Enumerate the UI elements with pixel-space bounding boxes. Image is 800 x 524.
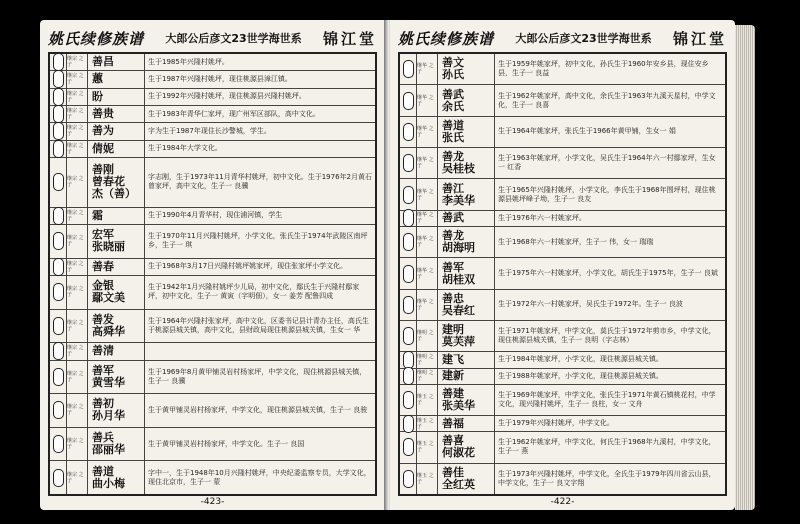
page-number: -423-	[200, 497, 225, 507]
table-row	[400, 352, 725, 368]
generation-badge-cell	[50, 394, 67, 427]
generation-seal-icon	[53, 105, 64, 123]
generation-badge-cell	[50, 428, 67, 461]
generation-badge-cell	[50, 54, 67, 70]
person-name: 蕙	[92, 72, 103, 86]
generation-badge-cell	[50, 310, 67, 343]
table-row	[50, 461, 375, 494]
parent-label: 继明 之子	[417, 321, 438, 351]
person-name: 高舜华	[92, 324, 125, 338]
person-name: 善道	[442, 118, 464, 132]
generation-seal-icon	[53, 53, 64, 71]
parent-label: 继宗 之子	[67, 141, 88, 157]
person-names	[88, 71, 145, 87]
parent-label: 继宗 之子	[67, 461, 88, 494]
table-row	[50, 106, 375, 123]
generation-seal-icon	[403, 92, 414, 110]
generation-badge-cell	[50, 89, 67, 105]
person-names	[438, 385, 495, 415]
person-name: 曲小梅	[92, 476, 125, 490]
person-names	[88, 89, 145, 105]
parent-label: 继华 之子	[417, 211, 438, 226]
person-names	[438, 352, 495, 367]
person-name: 善龙	[442, 150, 464, 164]
person-description: 生于1987年兴隆村姚坪，现住桃源县漳江镇。	[148, 74, 292, 83]
table-row	[400, 179, 725, 210]
person-names	[438, 179, 495, 209]
table-row	[400, 290, 725, 321]
person-names	[438, 211, 495, 226]
parent-label: 继宗 之子	[67, 123, 88, 139]
person-names	[88, 225, 145, 258]
table-row	[400, 385, 725, 416]
table-row	[50, 54, 375, 71]
person-description: 生于1985年兴隆村姚坪。	[148, 57, 229, 66]
person-name: 善春	[92, 259, 114, 273]
person-name: 霜	[92, 208, 103, 222]
generation-seal-icon	[403, 296, 414, 314]
person-names	[438, 258, 495, 288]
left-page	[40, 20, 385, 510]
generation-badge-cell	[400, 369, 417, 384]
genealogy-table-right	[398, 52, 727, 496]
generation-seal-icon	[403, 327, 414, 345]
person-description: 生于1976年六一村姚家坪。	[498, 213, 586, 222]
parent-label: 继华 之子	[417, 227, 438, 257]
generation-seal-icon	[403, 123, 414, 141]
generation-seal-icon	[53, 317, 64, 335]
table-row	[400, 369, 725, 385]
book-title: 姚氏续修族谱	[398, 29, 495, 48]
table-row	[400, 54, 725, 85]
generation-seal-icon	[403, 60, 414, 78]
generation-seal-icon	[53, 435, 64, 453]
lineage-subtitle: 大郎公后彦文23世学海世系	[165, 32, 302, 45]
generation-badge-cell	[400, 211, 417, 226]
table-row	[400, 321, 725, 352]
generation-seal-icon	[53, 207, 64, 225]
person-description	[145, 343, 375, 359]
person-name: 善初	[92, 397, 114, 411]
parent-label: 继华 之子	[417, 117, 438, 147]
person-name: 莫芙萍	[442, 335, 475, 349]
parent-label: 继华 之子	[417, 290, 438, 320]
person-name: 善文	[442, 56, 464, 70]
person-names	[438, 290, 495, 320]
person-description: 生于1942年1月兴隆村姚坪少儿局，初中文化，鄢氏生于兴隆村鄢家坪，初中文化，生子一 黄寅（字明佃），女一 姜芳 配鲁四成	[148, 283, 360, 301]
person-description: 生于1973年兴隆村姚坪，中学文化，全氏生于1979年四川省云山县，中学文化，生子一 良文字翔	[498, 469, 716, 487]
parent-label: 继宗 之子	[67, 310, 88, 343]
generation-badge-cell	[400, 54, 417, 84]
person-name: 善江	[442, 181, 464, 195]
generation-badge-cell	[400, 352, 417, 367]
table-row	[50, 343, 375, 360]
generation-badge-cell	[400, 464, 417, 494]
person-description: 生于1959年姚家坪，初中文化，孙氏生于1960年安乡县，现住安乡县，生子一 良益	[498, 60, 709, 78]
person-names	[88, 259, 145, 275]
generation-badge-cell	[50, 141, 67, 157]
generation-badge-cell	[50, 361, 67, 394]
person-description: 生于1962年姚家坪，中学文化，何氏生于1968年九溪村，中学文化，生子一 燕	[498, 438, 716, 456]
parent-label: 继华 之子	[417, 179, 438, 209]
page-number: -422-	[550, 497, 575, 507]
generation-badge-cell	[50, 259, 67, 275]
generation-seal-icon	[53, 140, 64, 158]
person-name: 善贵	[92, 107, 114, 121]
person-name: 善军	[442, 260, 464, 274]
person-description: 生于1983年青华仁家坪，现广州军区部队，高中文化。	[148, 109, 320, 118]
person-description: 生于1965年兴隆村姚坪，小学文化，李氏生于1968年围坪村，现住桃源县姚坪峰子坳，生子一 良友	[498, 185, 716, 203]
table-row	[50, 89, 375, 106]
person-names	[88, 461, 145, 494]
table-row	[400, 148, 725, 179]
person-description: 生于1964年兴隆村张家坪，高中文化，区委书记县计青办主任，高氏生于桃源县城关镇，高中文化，县财政局现住桃源县城关镇，生女一 华	[148, 316, 369, 334]
person-name: 善忠	[442, 291, 464, 305]
person-name: 张氏	[442, 130, 464, 144]
person-description: 生于1962年姚家坪，高中文化，余氏生于1963年九溪天星村，中学文化，生子一 良喜	[498, 91, 716, 109]
table-row	[400, 211, 725, 227]
person-description: 字中一，生于1948年10月兴隆村姚坪，中央纪委监察专员，大学文化，现住北京市，生子一 蒙	[148, 468, 371, 486]
parent-label: 继宗 之子	[67, 158, 88, 207]
generation-seal-icon	[53, 401, 64, 419]
person-description: 生于1988年姚家坪，小学文化，现住桃源县城关镇。	[498, 371, 663, 380]
genealogy-table-left	[48, 52, 377, 496]
person-name: 善清	[92, 344, 114, 358]
table-row	[50, 158, 375, 208]
generation-seal-icon	[53, 342, 64, 360]
person-name: 张美华	[442, 398, 475, 412]
parent-label: 继华 之子	[417, 54, 438, 84]
person-names	[438, 416, 495, 431]
generation-seal-icon	[403, 265, 414, 283]
person-description: 生于黄甲铺灵岩村杨家坪，中学文化，现住桃源县城关镇，生子一 良骏	[148, 405, 368, 414]
person-description: 字志刚，生于1973年11月青华村姚坪，初中文化。生于1976年2月黄石曾家坪，高中文化，生子一 良骥	[148, 173, 372, 191]
person-description: 生于1984年大学文化。	[148, 144, 222, 153]
person-description: 生于1963年姚家坪，小学文化，吴氏生于1964年六一村鄢家坪，生女一 红香	[498, 154, 716, 172]
generation-badge-cell	[400, 148, 417, 178]
generation-seal-icon	[403, 154, 414, 172]
person-name: 盼	[92, 89, 103, 103]
generation-seal-icon	[53, 368, 64, 386]
parent-label: 继宗 之子	[67, 208, 88, 224]
person-names	[88, 141, 145, 157]
generation-seal-icon	[403, 438, 414, 456]
generation-badge-cell	[50, 276, 67, 309]
parent-label: 继宗 之子	[67, 89, 88, 105]
table-row	[50, 123, 375, 140]
person-name: 李美华	[442, 193, 475, 207]
person-name: 建明	[442, 323, 464, 337]
person-description: 生于1964年姚家坪，张氏生于1966年黄甲铺，生女一 娟	[498, 127, 676, 136]
table-row	[50, 428, 375, 462]
person-name: 吴桂枝	[442, 162, 475, 176]
person-description: 生于1971年姚家坪，中学文化，莫氏生于1972年剪市乡，中学文化，现住桃源县城关镇，生子一 良明（字志林）	[498, 327, 716, 345]
person-description: 字为生于1987年现住长沙警城，学生。	[148, 126, 271, 135]
person-name: 善福	[442, 416, 464, 430]
open-book	[40, 20, 755, 515]
generation-seal-icon	[53, 283, 64, 301]
person-name: 曾春花	[92, 175, 125, 189]
generation-seal-icon	[403, 209, 414, 227]
person-names	[88, 310, 145, 343]
person-name: 何淑花	[442, 446, 475, 460]
person-name: 善兵	[92, 431, 114, 445]
table-row	[400, 432, 725, 463]
generation-badge-cell	[400, 385, 417, 415]
parent-label: 继宗 之子	[67, 361, 88, 394]
lineage-subtitle: 大郎公后彦文23世学海世系	[515, 32, 652, 45]
person-description: 生于1969年8月黄甲铺灵岩村杨家坪，中学文化，现住桃源县城关镇，生子一 良骥	[148, 367, 367, 385]
parent-label: 继宗 之子	[67, 276, 88, 309]
page-edges	[735, 25, 755, 510]
person-description: 生于1972年六一村姚家坪，吴氏生于1972年。生子一 良波	[498, 300, 683, 309]
person-description: 生于1968年六一村姚家坪，生子一 伟，女一 瑞瑞	[498, 237, 654, 246]
person-names	[88, 343, 145, 359]
table-row	[50, 141, 375, 158]
left-header	[48, 24, 377, 52]
person-name: 余氏	[442, 99, 464, 113]
book-title: 姚氏续修族谱	[48, 29, 145, 48]
generation-badge-cell	[400, 290, 417, 320]
hall-name: 锦江堂	[322, 29, 377, 48]
parent-label: 继宗 之子	[67, 259, 88, 275]
person-name: 善刚	[92, 163, 114, 177]
generation-badge-cell	[400, 416, 417, 431]
generation-seal-icon	[403, 233, 414, 251]
person-names	[88, 428, 145, 461]
table-row	[400, 85, 725, 116]
person-names	[88, 106, 145, 122]
generation-seal-icon	[53, 88, 64, 106]
person-name: 善为	[92, 124, 114, 138]
person-description: 生于1969年姚家坪，中学文化，张氏生于1971年黄石镇桃花村，中学文化，现兴隆村姚坪，生子一 良柱，女一 文舟	[498, 390, 716, 408]
parent-label: 继明 之子	[417, 369, 438, 384]
person-names	[438, 148, 495, 178]
person-name: 善武	[442, 211, 464, 225]
table-row	[50, 71, 375, 88]
right-page	[390, 20, 735, 510]
person-name: 善建	[442, 386, 464, 400]
person-description: 生于1984年姚家坪，小学文化，现住桃源县城关镇。	[498, 355, 663, 364]
generation-seal-icon	[403, 470, 414, 488]
person-name: 邵丽华	[92, 443, 125, 457]
person-name: 鄢文美	[92, 291, 125, 305]
generation-badge-cell	[50, 343, 67, 359]
parent-label: 继华 之子	[417, 85, 438, 115]
person-name: 善昌	[92, 55, 114, 69]
person-names	[438, 464, 495, 494]
person-names	[88, 158, 145, 207]
parent-label: 继玉 之子	[417, 464, 438, 494]
person-names	[438, 54, 495, 84]
parent-label: 继华 之子	[417, 148, 438, 178]
parent-label: 继玉 之子	[417, 432, 438, 462]
table-row	[50, 259, 375, 276]
generation-seal-icon	[53, 232, 64, 250]
table-row	[50, 208, 375, 225]
person-description: 生于1975年六一村姚家坪，小学文化，胡氏生于1975年，生子一 良斌	[498, 269, 718, 277]
generation-seal-icon	[53, 258, 64, 276]
generation-badge-cell	[400, 117, 417, 147]
generation-badge-cell	[50, 225, 67, 258]
person-name: 金银	[92, 279, 114, 293]
person-name: 建新	[442, 369, 464, 383]
person-names	[438, 117, 495, 147]
table-row	[400, 464, 725, 494]
right-header	[398, 24, 727, 52]
parent-label: 继宗 之子	[67, 428, 88, 461]
generation-badge-cell	[50, 123, 67, 139]
parent-label: 继宗 之子	[67, 394, 88, 427]
person-name: 善佳	[442, 465, 464, 479]
person-names	[438, 321, 495, 351]
person-names	[88, 123, 145, 139]
generation-badge-cell	[400, 321, 417, 351]
person-name: 宏军	[92, 228, 114, 242]
table-row	[400, 416, 725, 432]
parent-label: 继玉 之子	[417, 416, 438, 431]
person-name: 倩妮	[92, 141, 114, 155]
table-row	[50, 310, 375, 344]
parent-label: 继宗 之子	[67, 54, 88, 70]
person-description: 生于1990年4月青华村，现住浦河镇，学生	[148, 211, 283, 220]
generation-badge-cell	[400, 432, 417, 462]
table-row	[50, 361, 375, 395]
person-name: 全红英	[442, 477, 475, 491]
generation-badge-cell	[50, 71, 67, 87]
generation-badge-cell	[400, 179, 417, 209]
person-description: 生于黄甲铺灵岩村杨家坪，中学文化。生子一 良国	[148, 439, 305, 448]
parent-label: 继宗 之子	[67, 225, 88, 258]
person-name: 善喜	[442, 434, 464, 448]
parent-label: 继华 之子	[417, 258, 438, 288]
generation-seal-icon	[53, 122, 64, 140]
generation-seal-icon	[403, 391, 414, 409]
person-names	[438, 227, 495, 257]
person-name: 张晓丽	[92, 240, 125, 254]
table-row	[50, 225, 375, 259]
person-name: 善武	[442, 87, 464, 101]
parent-label: 继玉 之子	[417, 385, 438, 415]
generation-seal-icon	[53, 173, 64, 191]
parent-label: 继宗 之子	[67, 343, 88, 359]
person-names	[88, 276, 145, 309]
parent-label: 继明 之子	[417, 352, 438, 367]
person-description: 生于1992年兴隆村姚坪，现住桃源县兴隆村姚坪。	[148, 92, 306, 101]
generation-badge-cell	[400, 85, 417, 115]
person-name: 杰（善）	[92, 187, 136, 201]
generation-badge-cell	[50, 106, 67, 122]
generation-seal-icon	[403, 186, 414, 204]
person-names	[88, 208, 145, 224]
person-name: 善龙	[442, 229, 464, 243]
generation-badge-cell	[50, 158, 67, 207]
person-name: 胡桂双	[442, 272, 475, 286]
person-names	[88, 394, 145, 427]
person-name: 孙氏	[442, 68, 464, 82]
person-description: 生于1970年11月兴隆村姚坪，小学文化，张氏生于1974年武陵区南坪乡，生子一 琪	[148, 232, 368, 250]
person-names	[438, 85, 495, 115]
table-row	[50, 276, 375, 310]
generation-seal-icon	[53, 70, 64, 88]
generation-badge-cell	[400, 227, 417, 257]
table-row	[400, 227, 725, 258]
table-row	[400, 258, 725, 289]
person-name: 善道	[92, 464, 114, 478]
person-name: 善发	[92, 312, 114, 326]
generation-seal-icon	[403, 367, 414, 385]
person-names	[438, 432, 495, 462]
generation-badge-cell	[400, 258, 417, 288]
person-name: 胡海明	[442, 241, 475, 255]
person-names	[438, 369, 495, 384]
generation-seal-icon	[53, 469, 64, 487]
person-name: 孙月华	[92, 409, 125, 423]
generation-badge-cell	[50, 461, 67, 494]
person-names	[88, 54, 145, 70]
table-row	[50, 394, 375, 428]
generation-badge-cell	[50, 208, 67, 224]
person-description: 生于1968年3月17日兴隆村姚坪姚家坪，现住张家坪小学文化。	[148, 262, 348, 271]
person-name: 善军	[92, 363, 114, 377]
hall-name: 锦江堂	[672, 29, 727, 48]
person-description: 生于1979年兴隆村姚坪，中学文化。	[498, 419, 614, 428]
person-name: 黄雪华	[92, 375, 125, 389]
parent-label: 继宗 之子	[67, 106, 88, 122]
parent-label: 继宗 之子	[67, 71, 88, 87]
person-name: 吴春红	[442, 303, 475, 317]
generation-seal-icon	[403, 415, 414, 433]
table-row	[400, 117, 725, 148]
person-names	[88, 361, 145, 394]
person-name: 建飞	[442, 352, 464, 366]
